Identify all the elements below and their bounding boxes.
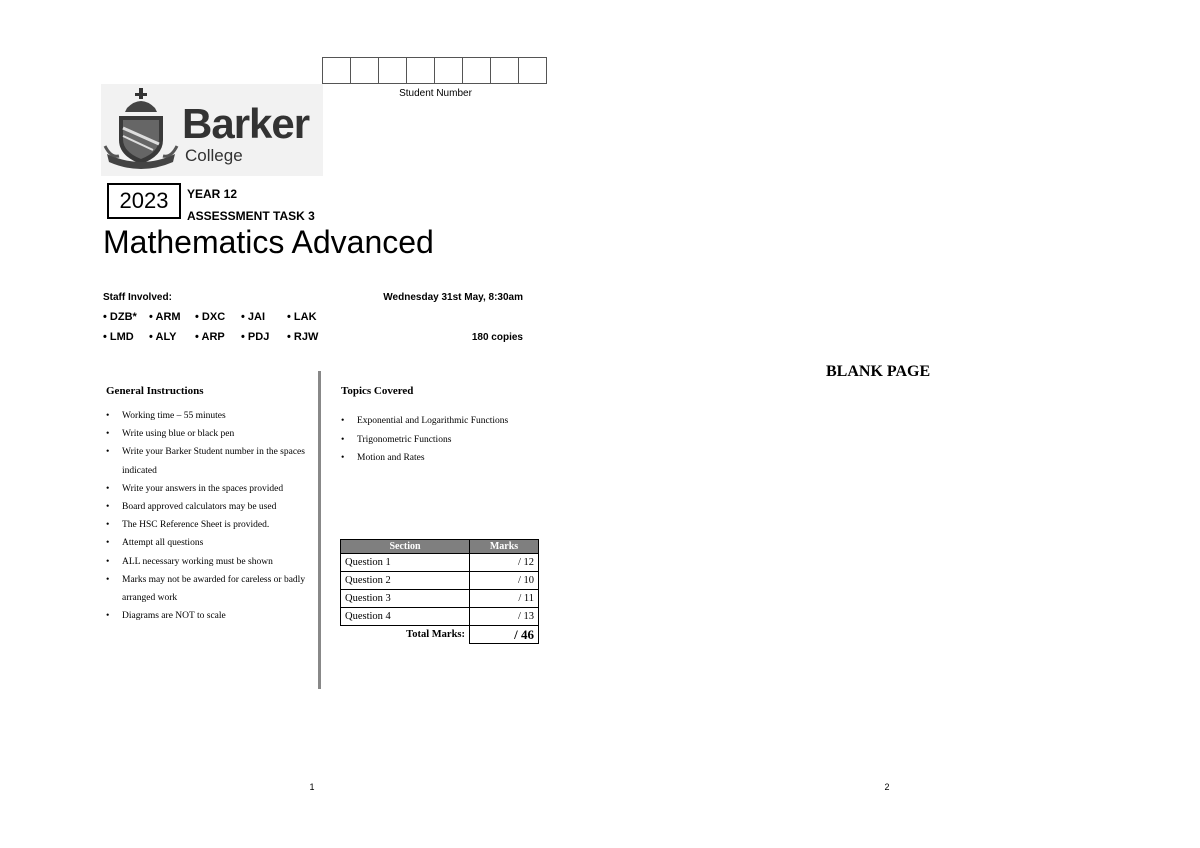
student-number-digit-box[interactable] [323, 58, 351, 83]
table-row [341, 590, 539, 608]
topics-list [341, 412, 556, 468]
staff-member: • LMD [103, 331, 134, 343]
year-box: 2023 [107, 183, 181, 219]
student-number-digit-box[interactable] [519, 58, 546, 83]
staff-member: • ARM [149, 311, 181, 323]
column-header-marks: Marks [470, 540, 539, 554]
general-instructions-heading: General Instructions [106, 385, 204, 397]
table-header-row [341, 540, 539, 554]
section-cell: Question 4 [341, 608, 470, 626]
page-number: 1 [309, 782, 315, 792]
staff-member: • ALY [149, 331, 177, 343]
page-number: 2 [884, 782, 890, 792]
table-row [341, 554, 539, 572]
blank-page-label: BLANK PAGE [826, 363, 931, 380]
staff-member: • PDJ [241, 331, 270, 343]
staff-member: • ARP [195, 331, 225, 343]
student-number-boxes[interactable] [322, 57, 547, 84]
staff-member: • DZB* [103, 311, 137, 323]
student-number-digit-box[interactable] [463, 58, 491, 83]
list-item: • Motion and Rates [341, 449, 556, 468]
student-number-digit-box[interactable] [379, 58, 407, 83]
list-item: • Trigonometric Functions [341, 431, 556, 450]
student-number-digit-box[interactable] [491, 58, 519, 83]
staff-row-1 [103, 311, 333, 323]
list-item: • Working time – 55 minutes [106, 407, 311, 425]
staff-member: • DXC [195, 311, 226, 323]
college-logo [101, 84, 323, 176]
column-divider [318, 371, 321, 689]
logo-name: Barker [182, 100, 310, 147]
staff-row-2 [103, 331, 333, 343]
marks-cell[interactable]: / 11 [470, 590, 539, 608]
year-level: YEAR 12 [187, 187, 238, 201]
table-row [341, 608, 539, 626]
total-label: Total Marks: [406, 629, 465, 641]
list-item: • Diagrams are NOT to scale [106, 607, 311, 625]
list-item: • Write your Barker Student number in the spaces indicated [106, 443, 311, 479]
topics-heading: Topics Covered [341, 385, 414, 397]
staff-member: • RJW [287, 331, 319, 343]
total-row [341, 626, 539, 644]
list-item: • Attempt all questions [106, 534, 311, 552]
staff-member: • JAI [241, 311, 266, 323]
total-value[interactable]: / 46 [470, 626, 539, 644]
list-item: • The HSC Reference Sheet is provided. [106, 516, 311, 534]
student-number-label: Student Number [399, 88, 472, 99]
exam-date: Wednesday 31st May, 8:30am [383, 292, 523, 303]
marks-cell[interactable]: / 13 [470, 608, 539, 626]
list-item: • Board approved calculators may be used [106, 498, 311, 516]
assessment-task: ASSESSMENT TASK 3 [187, 209, 315, 223]
page-title: Mathematics Advanced [103, 224, 434, 260]
student-number-digit-box[interactable] [351, 58, 379, 83]
list-item: • Marks may not be awarded for careless or badly arranged work [106, 571, 311, 607]
marks-table [340, 539, 539, 644]
list-item: • Exponential and Logarithmic Functions [341, 412, 556, 431]
staff-member: • LAK [287, 311, 317, 323]
column-header-section: Section [341, 540, 470, 554]
list-item: • Write your answers in the spaces provided [106, 480, 311, 498]
section-cell: Question 2 [341, 572, 470, 590]
staff-heading: Staff Involved: [103, 292, 172, 303]
student-number-digit-box[interactable] [435, 58, 463, 83]
student-number-digit-box[interactable] [407, 58, 435, 83]
list-item: • ALL necessary working must be shown [106, 553, 311, 571]
section-cell: Question 3 [341, 590, 470, 608]
section-cell: Question 1 [341, 554, 470, 572]
marks-cell[interactable]: / 10 [470, 572, 539, 590]
logo-subtitle: College [185, 146, 243, 165]
list-item: • Write using blue or black pen [106, 425, 311, 443]
table-row [341, 572, 539, 590]
copies-count: 180 copies [471, 332, 523, 343]
general-instructions-list [106, 407, 311, 625]
marks-cell[interactable]: / 12 [470, 554, 539, 572]
crest-icon [101, 84, 181, 176]
